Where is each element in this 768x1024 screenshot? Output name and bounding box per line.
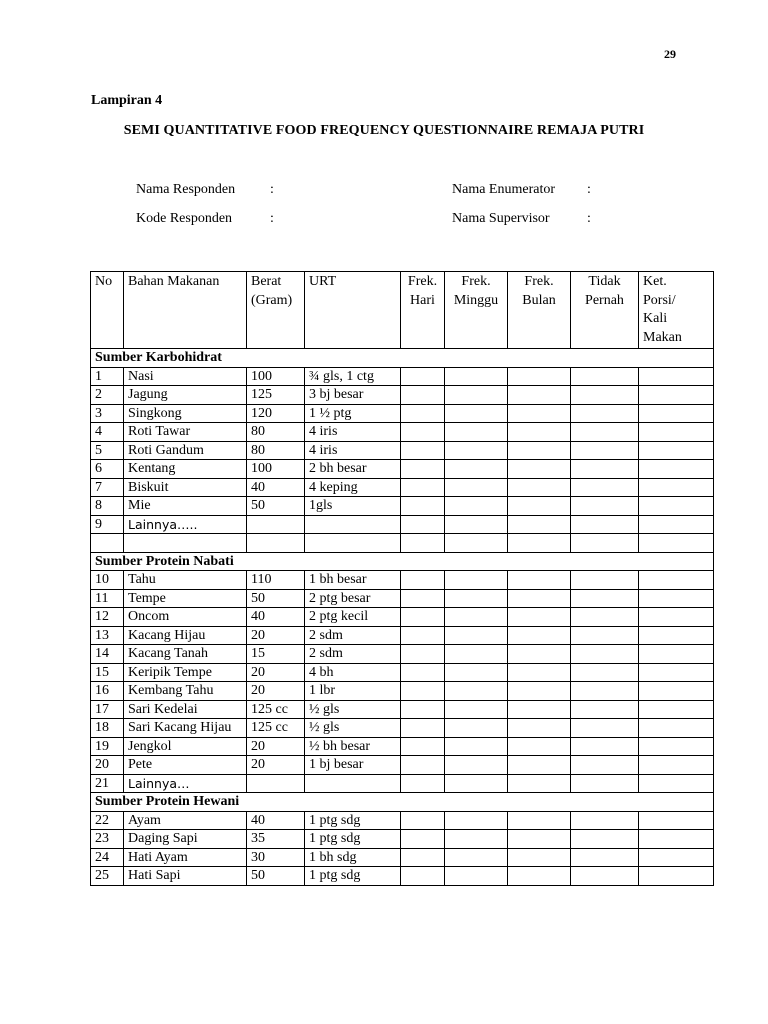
cell-urt: 1 lbr: [305, 682, 401, 701]
cell-frek-hari[interactable]: [401, 478, 445, 497]
cell-no: 2: [91, 386, 124, 405]
cell-ket-porsi[interactable]: [639, 515, 714, 534]
cell-ket-porsi[interactable]: [639, 367, 714, 386]
cell-frek-hari[interactable]: [401, 774, 445, 793]
cell-urt: 1gls: [305, 497, 401, 516]
cell-frek-hari[interactable]: [401, 830, 445, 849]
cell-frek-minggu[interactable]: [445, 811, 508, 830]
cell-frek-hari[interactable]: [401, 441, 445, 460]
cell-no: 18: [91, 719, 124, 738]
cell-frek-hari[interactable]: [401, 534, 445, 553]
cell-frek-bulan[interactable]: [508, 478, 571, 497]
cell-berat: 40: [247, 811, 305, 830]
nama-supervisor-colon: :: [587, 211, 591, 226]
cell-berat: 30: [247, 848, 305, 867]
cell-bahan-makanan: Hati Ayam: [124, 848, 247, 867]
table-row: [91, 571, 714, 590]
table-row: [91, 534, 714, 553]
kode-responden-label: Kode Responden: [136, 211, 233, 226]
cell-urt: 2 ptg kecil: [305, 608, 401, 627]
cell-frek-minggu[interactable]: [445, 626, 508, 645]
cell-frek-bulan[interactable]: [508, 404, 571, 423]
cell-tidak-pernah[interactable]: [571, 460, 639, 479]
cell-frek-minggu[interactable]: [445, 404, 508, 423]
cell-frek-bulan[interactable]: [508, 423, 571, 442]
cell-frek-hari[interactable]: [401, 608, 445, 627]
cell-bahan-makanan: Kacang Hijau: [124, 626, 247, 645]
cell-urt: 2 sdm: [305, 626, 401, 645]
table-row: [91, 626, 714, 645]
cell-ket-porsi[interactable]: [639, 404, 714, 423]
cell-urt: 1 bj besar: [305, 756, 401, 775]
cell-no: 12: [91, 608, 124, 627]
header-frek-bulan: Frek. Bulan: [508, 272, 571, 349]
cell-berat: [247, 774, 305, 793]
nama-responden-colon: :: [270, 182, 274, 197]
section-title: Sumber Protein Nabati: [91, 552, 714, 571]
cell-berat: 100: [247, 367, 305, 386]
table-row: [91, 811, 714, 830]
cell-tidak-pernah[interactable]: [571, 700, 639, 719]
cell-frek-bulan[interactable]: [508, 867, 571, 886]
cell-frek-hari[interactable]: [401, 811, 445, 830]
cell-urt: 4 keping: [305, 478, 401, 497]
appendix-label: Lampiran 4: [91, 93, 163, 108]
header-tidak-pernah: Tidak Pernah: [571, 272, 639, 349]
cell-berat: 40: [247, 478, 305, 497]
nama-supervisor-label: Nama Supervisor: [452, 211, 550, 226]
cell-urt: ½ bh besar: [305, 737, 401, 756]
cell-no: 6: [91, 460, 124, 479]
cell-urt: ½ gls: [305, 719, 401, 738]
table-row: [91, 460, 714, 479]
cell-no: 5: [91, 441, 124, 460]
cell-tidak-pernah[interactable]: [571, 756, 639, 775]
cell-urt: [305, 774, 401, 793]
cell-tidak-pernah[interactable]: [571, 867, 639, 886]
cell-berat: 35: [247, 830, 305, 849]
cell-frek-hari[interactable]: [401, 404, 445, 423]
cell-bahan-makanan: Nasi: [124, 367, 247, 386]
cell-no: 9: [91, 515, 124, 534]
cell-frek-minggu[interactable]: [445, 497, 508, 516]
cell-no: 24: [91, 848, 124, 867]
cell-tidak-pernah[interactable]: [571, 404, 639, 423]
section-row: [91, 552, 714, 571]
cell-frek-bulan[interactable]: [508, 848, 571, 867]
section-row: [91, 349, 714, 368]
table-row: [91, 682, 714, 701]
cell-ket-porsi[interactable]: [639, 460, 714, 479]
cell-frek-minggu[interactable]: [445, 663, 508, 682]
cell-ket-porsi[interactable]: [639, 830, 714, 849]
cell-no: [91, 534, 124, 553]
cell-urt: [305, 515, 401, 534]
cell-frek-hari[interactable]: [401, 423, 445, 442]
cell-frek-bulan[interactable]: [508, 589, 571, 608]
cell-frek-minggu[interactable]: [445, 367, 508, 386]
table-row: [91, 719, 714, 738]
cell-bahan-makanan: Ayam: [124, 811, 247, 830]
cell-frek-minggu[interactable]: [445, 848, 508, 867]
table-row: [91, 645, 714, 664]
cell-urt: ½ gls: [305, 700, 401, 719]
cell-no: 21: [91, 774, 124, 793]
cell-frek-minggu[interactable]: [445, 386, 508, 405]
cell-bahan-makanan: Oncom: [124, 608, 247, 627]
cell-frek-minggu[interactable]: [445, 645, 508, 664]
table-row: [91, 367, 714, 386]
cell-frek-hari[interactable]: [401, 589, 445, 608]
cell-no: 14: [91, 645, 124, 664]
cell-frek-minggu[interactable]: [445, 700, 508, 719]
cell-tidak-pernah[interactable]: [571, 497, 639, 516]
cell-berat: 20: [247, 663, 305, 682]
table-row: [91, 830, 714, 849]
cell-frek-hari[interactable]: [401, 571, 445, 590]
cell-tidak-pernah[interactable]: [571, 811, 639, 830]
cell-tidak-pernah[interactable]: [571, 663, 639, 682]
cell-frek-minggu[interactable]: [445, 867, 508, 886]
cell-no: 8: [91, 497, 124, 516]
cell-frek-bulan[interactable]: [508, 367, 571, 386]
table-row: [91, 867, 714, 886]
header-bahan-makanan: Bahan Makanan: [124, 272, 247, 349]
cell-berat: 50: [247, 867, 305, 886]
cell-ket-porsi[interactable]: [639, 589, 714, 608]
cell-berat: 15: [247, 645, 305, 664]
cell-frek-hari[interactable]: [401, 663, 445, 682]
cell-berat: 120: [247, 404, 305, 423]
cell-no: 23: [91, 830, 124, 849]
cell-tidak-pernah[interactable]: [571, 386, 639, 405]
cell-frek-minggu[interactable]: [445, 571, 508, 590]
cell-ket-porsi[interactable]: [639, 737, 714, 756]
table-body: [91, 349, 714, 886]
cell-tidak-pernah[interactable]: [571, 774, 639, 793]
kode-responden-colon: :: [270, 211, 274, 226]
cell-ket-porsi[interactable]: [639, 663, 714, 682]
cell-bahan-makanan: Sari Kacang Hijau: [124, 719, 247, 738]
section-title: Sumber Karbohidrat: [91, 349, 714, 368]
cell-urt: 1 ½ ptg: [305, 404, 401, 423]
cell-no: 3: [91, 404, 124, 423]
cell-berat: 80: [247, 423, 305, 442]
cell-berat: 20: [247, 682, 305, 701]
cell-tidak-pernah[interactable]: [571, 367, 639, 386]
cell-no: 22: [91, 811, 124, 830]
cell-ket-porsi[interactable]: [639, 645, 714, 664]
cell-frek-bulan[interactable]: [508, 571, 571, 590]
section-row: [91, 793, 714, 812]
cell-frek-minggu[interactable]: [445, 756, 508, 775]
cell-ket-porsi[interactable]: [639, 608, 714, 627]
cell-berat: 125: [247, 386, 305, 405]
cell-ket-porsi[interactable]: [639, 848, 714, 867]
cell-ket-porsi[interactable]: [639, 756, 714, 775]
cell-frek-minggu[interactable]: [445, 423, 508, 442]
cell-frek-hari[interactable]: [401, 700, 445, 719]
cell-ket-porsi[interactable]: [639, 719, 714, 738]
header-ket-porsi: Ket. Porsi/ Kali Makan: [639, 272, 714, 349]
cell-frek-bulan[interactable]: [508, 534, 571, 553]
cell-tidak-pernah[interactable]: [571, 589, 639, 608]
cell-frek-hari[interactable]: [401, 497, 445, 516]
cell-bahan-makanan: Roti Tawar: [124, 423, 247, 442]
cell-frek-hari[interactable]: [401, 386, 445, 405]
cell-no: 1: [91, 367, 124, 386]
cell-tidak-pernah[interactable]: [571, 515, 639, 534]
cell-urt: 2 bh besar: [305, 460, 401, 479]
cell-bahan-makanan: Tahu: [124, 571, 247, 590]
cell-frek-hari[interactable]: [401, 626, 445, 645]
cell-bahan-makanan: Kentang: [124, 460, 247, 479]
cell-no: 16: [91, 682, 124, 701]
cell-frek-minggu[interactable]: [445, 441, 508, 460]
cell-ket-porsi[interactable]: [639, 478, 714, 497]
cell-frek-hari[interactable]: [401, 737, 445, 756]
cell-tidak-pernah[interactable]: [571, 645, 639, 664]
cell-berat: 125 cc: [247, 700, 305, 719]
cell-bahan-makanan: Singkong: [124, 404, 247, 423]
cell-frek-bulan[interactable]: [508, 460, 571, 479]
table-row: [91, 423, 714, 442]
cell-frek-bulan[interactable]: [508, 663, 571, 682]
header-frek-hari: Frek. Hari: [401, 272, 445, 349]
cell-urt: 2 ptg besar: [305, 589, 401, 608]
cell-urt: 1 ptg sdg: [305, 867, 401, 886]
cell-frek-bulan[interactable]: [508, 626, 571, 645]
cell-frek-hari[interactable]: [401, 367, 445, 386]
cell-urt: 4 bh: [305, 663, 401, 682]
cell-urt: 4 iris: [305, 441, 401, 460]
cell-frek-bulan[interactable]: [508, 645, 571, 664]
cell-no: 15: [91, 663, 124, 682]
cell-ket-porsi[interactable]: [639, 811, 714, 830]
ffq-table: [90, 271, 714, 886]
cell-berat: [247, 515, 305, 534]
table-row: [91, 608, 714, 627]
header-frek-minggu: Frek. Minggu: [445, 272, 508, 349]
cell-berat: 20: [247, 756, 305, 775]
cell-urt: 1 bh besar: [305, 571, 401, 590]
table-row: [91, 737, 714, 756]
cell-frek-bulan[interactable]: [508, 700, 571, 719]
cell-bahan-makanan: Mie: [124, 497, 247, 516]
cell-frek-bulan[interactable]: [508, 737, 571, 756]
cell-frek-minggu[interactable]: [445, 830, 508, 849]
cell-frek-minggu[interactable]: [445, 719, 508, 738]
cell-tidak-pernah[interactable]: [571, 423, 639, 442]
nama-responden-label: Nama Responden: [136, 182, 236, 197]
table-row: [91, 515, 714, 534]
cell-frek-bulan[interactable]: [508, 756, 571, 775]
cell-frek-bulan[interactable]: [508, 830, 571, 849]
cell-frek-minggu[interactable]: [445, 460, 508, 479]
cell-urt: ¾ gls, 1 ctg: [305, 367, 401, 386]
cell-frek-hari[interactable]: [401, 867, 445, 886]
cell-frek-bulan[interactable]: [508, 441, 571, 460]
cell-ket-porsi[interactable]: [639, 571, 714, 590]
table-row: [91, 404, 714, 423]
cell-frek-minggu[interactable]: [445, 589, 508, 608]
cell-frek-minggu[interactable]: [445, 737, 508, 756]
header-urt: URT: [305, 272, 401, 349]
cell-bahan-makanan: Hati Sapi: [124, 867, 247, 886]
cell-no: 11: [91, 589, 124, 608]
cell-urt: [305, 534, 401, 553]
cell-bahan-makanan: Tempe: [124, 589, 247, 608]
cell-urt: 4 iris: [305, 423, 401, 442]
cell-ket-porsi[interactable]: [639, 626, 714, 645]
cell-frek-minggu[interactable]: [445, 682, 508, 701]
cell-bahan-makanan: Lainnya…..: [124, 515, 247, 534]
cell-bahan-makanan: Jengkol: [124, 737, 247, 756]
nama-enumerator-colon: :: [587, 182, 591, 197]
cell-bahan-makanan: Daging Sapi: [124, 830, 247, 849]
cell-no: 20: [91, 756, 124, 775]
cell-ket-porsi[interactable]: [639, 534, 714, 553]
table-row: [91, 478, 714, 497]
table-row: [91, 848, 714, 867]
cell-bahan-makanan: Keripik Tempe: [124, 663, 247, 682]
cell-ket-porsi[interactable]: [639, 423, 714, 442]
cell-tidak-pernah[interactable]: [571, 848, 639, 867]
cell-berat: 40: [247, 608, 305, 627]
document-title: SEMI QUANTITATIVE FOOD FREQUENCY QUESTIONNAIRE REMAJA PUTRI: [123, 123, 645, 138]
cell-no: 17: [91, 700, 124, 719]
cell-berat: [247, 534, 305, 553]
cell-tidak-pernah[interactable]: [571, 719, 639, 738]
cell-no: 7: [91, 478, 124, 497]
cell-bahan-makanan: Lainnya…: [124, 774, 247, 793]
cell-urt: 1 ptg sdg: [305, 811, 401, 830]
cell-tidak-pernah[interactable]: [571, 682, 639, 701]
cell-tidak-pernah[interactable]: [571, 626, 639, 645]
cell-urt: 1 ptg sdg: [305, 830, 401, 849]
cell-tidak-pernah[interactable]: [571, 737, 639, 756]
cell-bahan-makanan: Roti Gandum: [124, 441, 247, 460]
cell-tidak-pernah[interactable]: [571, 534, 639, 553]
cell-urt: 1 bh sdg: [305, 848, 401, 867]
cell-frek-bulan[interactable]: [508, 608, 571, 627]
table-row: [91, 386, 714, 405]
cell-tidak-pernah[interactable]: [571, 608, 639, 627]
cell-ket-porsi[interactable]: [639, 700, 714, 719]
table-row: [91, 756, 714, 775]
cell-frek-bulan[interactable]: [508, 719, 571, 738]
cell-berat: 125 cc: [247, 719, 305, 738]
section-title: Sumber Protein Hewani: [91, 793, 714, 812]
cell-ket-porsi[interactable]: [639, 682, 714, 701]
cell-berat: 50: [247, 589, 305, 608]
cell-urt: 2 sdm: [305, 645, 401, 664]
cell-frek-bulan[interactable]: [508, 811, 571, 830]
cell-frek-minggu[interactable]: [445, 608, 508, 627]
cell-frek-hari[interactable]: [401, 460, 445, 479]
table-header-row: [91, 272, 714, 349]
cell-ket-porsi[interactable]: [639, 497, 714, 516]
cell-frek-minggu[interactable]: [445, 515, 508, 534]
cell-bahan-makanan: Kacang Tanah: [124, 645, 247, 664]
cell-frek-hari[interactable]: [401, 645, 445, 664]
cell-frek-hari[interactable]: [401, 682, 445, 701]
table-row: [91, 497, 714, 516]
cell-berat: 110: [247, 571, 305, 590]
table-row: [91, 774, 714, 793]
cell-berat: 20: [247, 626, 305, 645]
cell-bahan-makanan: Biskuit: [124, 478, 247, 497]
table-row: [91, 663, 714, 682]
cell-bahan-makanan: Jagung: [124, 386, 247, 405]
cell-ket-porsi[interactable]: [639, 386, 714, 405]
cell-tidak-pernah[interactable]: [571, 830, 639, 849]
table-row: [91, 441, 714, 460]
cell-no: 13: [91, 626, 124, 645]
cell-bahan-makanan: [124, 534, 247, 553]
cell-frek-minggu[interactable]: [445, 534, 508, 553]
cell-frek-hari[interactable]: [401, 515, 445, 534]
cell-frek-hari[interactable]: [401, 848, 445, 867]
cell-frek-bulan[interactable]: [508, 515, 571, 534]
cell-frek-bulan[interactable]: [508, 386, 571, 405]
cell-berat: 50: [247, 497, 305, 516]
cell-frek-minggu[interactable]: [445, 774, 508, 793]
nama-enumerator-label: Nama Enumerator: [452, 182, 556, 197]
cell-frek-minggu[interactable]: [445, 478, 508, 497]
cell-urt: 3 bj besar: [305, 386, 401, 405]
cell-no: 10: [91, 571, 124, 590]
cell-berat: 20: [247, 737, 305, 756]
cell-tidak-pernah[interactable]: [571, 571, 639, 590]
cell-no: 25: [91, 867, 124, 886]
cell-berat: 100: [247, 460, 305, 479]
cell-ket-porsi[interactable]: [639, 441, 714, 460]
header-berat: Berat (Gram): [247, 272, 305, 349]
header-no: No: [91, 272, 124, 349]
page-number: 29: [664, 47, 676, 61]
cell-tidak-pernah[interactable]: [571, 478, 639, 497]
cell-bahan-makanan: Sari Kedelai: [124, 700, 247, 719]
table-row: [91, 700, 714, 719]
cell-tidak-pernah[interactable]: [571, 441, 639, 460]
cell-frek-bulan[interactable]: [508, 682, 571, 701]
cell-no: 19: [91, 737, 124, 756]
cell-ket-porsi[interactable]: [639, 867, 714, 886]
cell-frek-hari[interactable]: [401, 756, 445, 775]
cell-frek-bulan[interactable]: [508, 774, 571, 793]
cell-no: 4: [91, 423, 124, 442]
cell-berat: 80: [247, 441, 305, 460]
cell-frek-hari[interactable]: [401, 719, 445, 738]
cell-bahan-makanan: Pete: [124, 756, 247, 775]
table-row: [91, 589, 714, 608]
cell-ket-porsi[interactable]: [639, 774, 714, 793]
cell-frek-bulan[interactable]: [508, 497, 571, 516]
cell-bahan-makanan: Kembang Tahu: [124, 682, 247, 701]
